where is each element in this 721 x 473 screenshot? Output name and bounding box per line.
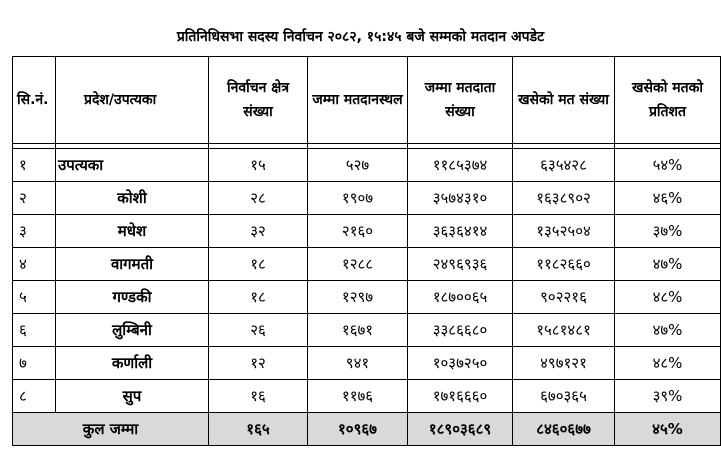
cell-polling-places: ११७६ <box>308 380 408 413</box>
cell-polling-places: २१६० <box>308 215 408 248</box>
cell-constituencies: १२ <box>209 347 308 380</box>
cell-votes-cast: ६३५४२८ <box>513 149 615 182</box>
total-voters: १८९०३६८९ <box>408 413 513 446</box>
cell-region: उपत्यका <box>56 149 209 182</box>
table-row <box>13 182 721 215</box>
cell-sn: ६ <box>13 314 56 347</box>
cell-votes-cast: ९०२२१६ <box>513 281 615 314</box>
cell-constituencies: २६ <box>209 314 308 347</box>
header-voters: जम्मा मतदाता संख्या <box>408 57 513 144</box>
header-votes-cast: खसेको मत संख्या <box>513 57 615 144</box>
cell-turnout: ४७% <box>615 314 721 347</box>
cell-voters: ३६३६४१४ <box>408 215 513 248</box>
cell-sn: २ <box>13 182 56 215</box>
cell-turnout: ४६% <box>615 182 721 215</box>
total-votes-cast: ८४६०६७७ <box>513 413 615 446</box>
cell-voters: १०३७२५० <box>408 347 513 380</box>
cell-constituencies: २८ <box>209 182 308 215</box>
header-region: प्रदेश/उपत्यका <box>56 57 209 144</box>
cell-voters: २४९६९३६ <box>408 248 513 281</box>
cell-polling-places: १२९७ <box>308 281 408 314</box>
cell-votes-cast: ४९७१२१ <box>513 347 615 380</box>
table-row <box>13 248 721 281</box>
cell-constituencies: १६ <box>209 380 308 413</box>
cell-voters: १८७००६५ <box>408 281 513 314</box>
cell-turnout: ५४% <box>615 149 721 182</box>
total-polling-places: १०९६७ <box>308 413 408 446</box>
table-row <box>13 149 721 182</box>
cell-votes-cast: १६३८९०२ <box>513 182 615 215</box>
cell-sn: ५ <box>13 281 56 314</box>
cell-region: मधेश <box>56 215 209 248</box>
cell-sn: ३ <box>13 215 56 248</box>
header-turnout: खसेको मतको प्रतिशत <box>615 57 721 144</box>
total-label: कुल जम्मा <box>13 413 209 446</box>
table-row <box>13 314 721 347</box>
table-row <box>13 380 721 413</box>
cell-region: कर्णाली <box>56 347 209 380</box>
cell-polling-places: १९०७ <box>308 182 408 215</box>
total-constituencies: १६५ <box>209 413 308 446</box>
cell-voters: १७१६६६० <box>408 380 513 413</box>
cell-region: कोशी <box>56 182 209 215</box>
election-turnout-table <box>12 56 721 446</box>
header-polling-places: जम्मा मतदानस्थल <box>308 57 408 144</box>
cell-sn: १ <box>13 149 56 182</box>
cell-region: लुम्बिनी <box>56 314 209 347</box>
cell-votes-cast: १३५२५०४ <box>513 215 615 248</box>
cell-votes-cast: ६७०३६५ <box>513 380 615 413</box>
page-title: प्रतिनिधिसभा सदस्य निर्वाचन २०८२, १५:४५ बजे सम्मको मतदान अपडेट <box>176 29 545 45</box>
cell-region: गण्डकी <box>56 281 209 314</box>
cell-constituencies: ३२ <box>209 215 308 248</box>
header-constituencies: निर्वाचन क्षेत्र संख्या <box>209 57 308 144</box>
cell-constituencies: १५ <box>209 149 308 182</box>
cell-turnout: ३७% <box>615 215 721 248</box>
table-header-row <box>13 57 721 144</box>
total-row <box>13 413 721 446</box>
header-sn: सि.नं. <box>13 57 56 144</box>
cell-constituencies: १८ <box>209 248 308 281</box>
cell-turnout: ४७% <box>615 248 721 281</box>
cell-polling-places: ५२७ <box>308 149 408 182</box>
cell-polling-places: १६७१ <box>308 314 408 347</box>
cell-voters: ११८५३७४ <box>408 149 513 182</box>
cell-votes-cast: ११८२६६० <box>513 248 615 281</box>
cell-turnout: ४८% <box>615 347 721 380</box>
table-row <box>13 347 721 380</box>
cell-region: वागमती <box>56 248 209 281</box>
cell-votes-cast: १५८१४८१ <box>513 314 615 347</box>
cell-region: सुप <box>56 380 209 413</box>
cell-voters: ३५७४३१० <box>408 182 513 215</box>
cell-polling-places: १२८८ <box>308 248 408 281</box>
cell-turnout: ४८% <box>615 281 721 314</box>
cell-constituencies: १८ <box>209 281 308 314</box>
cell-sn: ४ <box>13 248 56 281</box>
cell-sn: ७ <box>13 347 56 380</box>
total-turnout: ४५% <box>615 413 721 446</box>
cell-polling-places: ९४१ <box>308 347 408 380</box>
table-row <box>13 281 721 314</box>
cell-voters: ३३८६६८० <box>408 314 513 347</box>
cell-sn: ८ <box>13 380 56 413</box>
cell-turnout: ३९% <box>615 380 721 413</box>
table-row <box>13 215 721 248</box>
